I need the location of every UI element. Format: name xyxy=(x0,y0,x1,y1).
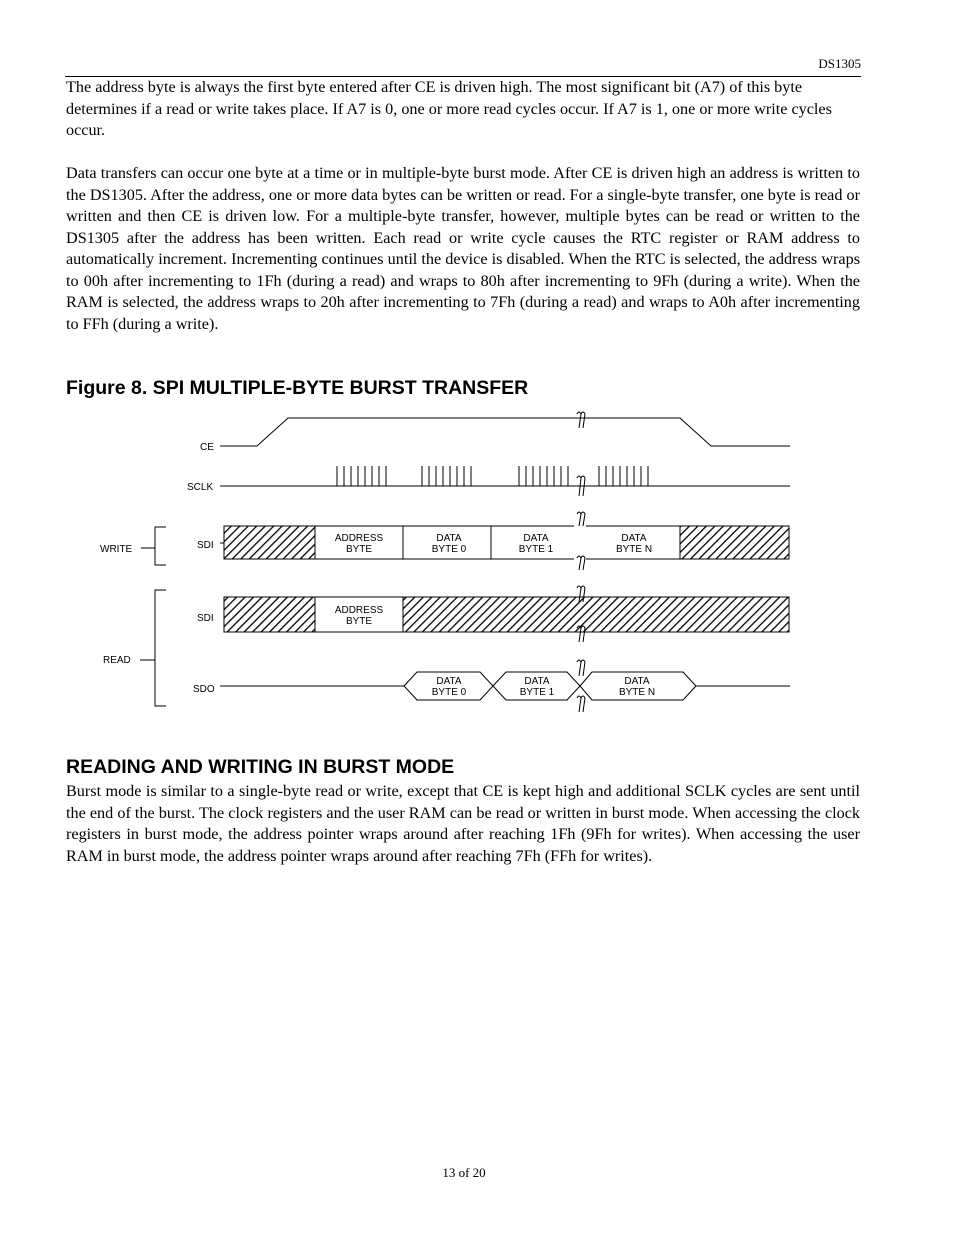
sclk-label: SCLK xyxy=(187,482,214,493)
sdi-write-waveform xyxy=(220,526,789,559)
paragraph-address-byte: The address byte is always the first byte entered after CE is driven high. The most significant bit (A7) of this byte determines if a read or write takes place. If A7 is 0, one or more read cycles occur. If A7 is 1, one or more write cycles occur. xyxy=(66,78,832,139)
svg-text:DATA: DATA xyxy=(523,533,549,544)
sdo-waveform xyxy=(220,672,790,700)
paragraph-burst-mode: Burst mode is similar to a single-byte read or write, except that CE is kept high and additional SCLK cycles are sent until the end of the burst. The clock registers and the user RAM can be read or written in burst mode. When accessing the clock registers in burst mode, the address pointer wraps around after reaching 1Fh (9Fh for writes). When accessing the user RAM in burst mode, the address pointer wraps around after reaching 7Fh (FFh for writes). xyxy=(66,782,860,865)
document-id: DS1305 xyxy=(818,56,861,71)
ce-waveform xyxy=(220,418,790,446)
write-cell-data-byte-1 xyxy=(519,533,554,555)
write-cell-data-byte-0 xyxy=(432,533,467,555)
write-bracket xyxy=(141,527,166,565)
svg-text:DATA: DATA xyxy=(621,533,647,544)
svg-text:BYTE: BYTE xyxy=(345,616,373,627)
svg-text:BYTE N: BYTE N xyxy=(618,687,656,698)
paragraph-data-transfers: Data transfers can occur one byte at a time or in multiple-byte burst mode. After CE is driven high an address is written to the DS1305. After the address, one or more data bytes can be written or read. For a single-byte transfer, one byte is read or written and then CE is driven low. For a multiple-byte transfer, however, multiple bytes can be read or written to the DS1305 after the address has been written. Each read or write cycle causes the RTC register or RAM address to automatically increment. Incrementing continues until the device is disabled. When the RTC is selected, the address wraps to 00h after incrementing to 1Fh (during a read) and wraps to 80h after incrementing to 9Fh (during a write). When the RAM is selected, the address wraps to 20h after incrementing to 7Fh (during a read) and wraps to A0h after incrementing to FFh (during a write). xyxy=(66,164,860,333)
sdo-cell-data-byte-0 xyxy=(432,676,467,698)
page-number: 13 of 20 xyxy=(442,1165,486,1180)
read-group-label: READ xyxy=(103,655,131,666)
svg-text:BYTE N: BYTE N xyxy=(615,544,653,555)
svg-text:BYTE 0: BYTE 0 xyxy=(431,544,467,555)
ce-break-icon xyxy=(577,412,585,428)
section-title: READING AND WRITING IN BURST MODE xyxy=(66,756,455,778)
svg-text:DATA: DATA xyxy=(436,676,462,687)
svg-text:DATA: DATA xyxy=(624,676,650,687)
figure-title: Figure 8. SPI MULTIPLE-BYTE BURST TRANSFER xyxy=(66,377,529,399)
ce-label: CE xyxy=(200,442,214,453)
sdi-read-waveform xyxy=(224,597,789,632)
svg-text:BYTE 1: BYTE 1 xyxy=(518,544,554,555)
svg-text:DATA: DATA xyxy=(524,676,550,687)
sdi-write-break-icon xyxy=(574,512,586,570)
sdi-write-label: SDI xyxy=(197,540,214,551)
sdi-read-label: SDI xyxy=(197,613,214,624)
svg-text:BYTE: BYTE xyxy=(345,544,373,555)
svg-text:ADDRESS: ADDRESS xyxy=(334,605,384,616)
sdo-cell-data-byte-1 xyxy=(520,676,555,698)
write-group-label: WRITE xyxy=(100,544,133,555)
burst-transfer-timing-diagram xyxy=(0,400,954,720)
read-bracket xyxy=(140,590,166,706)
sclk-pulses xyxy=(337,466,648,486)
sdo-label: SDO xyxy=(193,684,215,695)
svg-text:BYTE 1: BYTE 1 xyxy=(519,687,555,698)
svg-text:DATA: DATA xyxy=(436,533,462,544)
svg-text:BYTE 0: BYTE 0 xyxy=(431,687,467,698)
svg-text:ADDRESS: ADDRESS xyxy=(334,533,384,544)
